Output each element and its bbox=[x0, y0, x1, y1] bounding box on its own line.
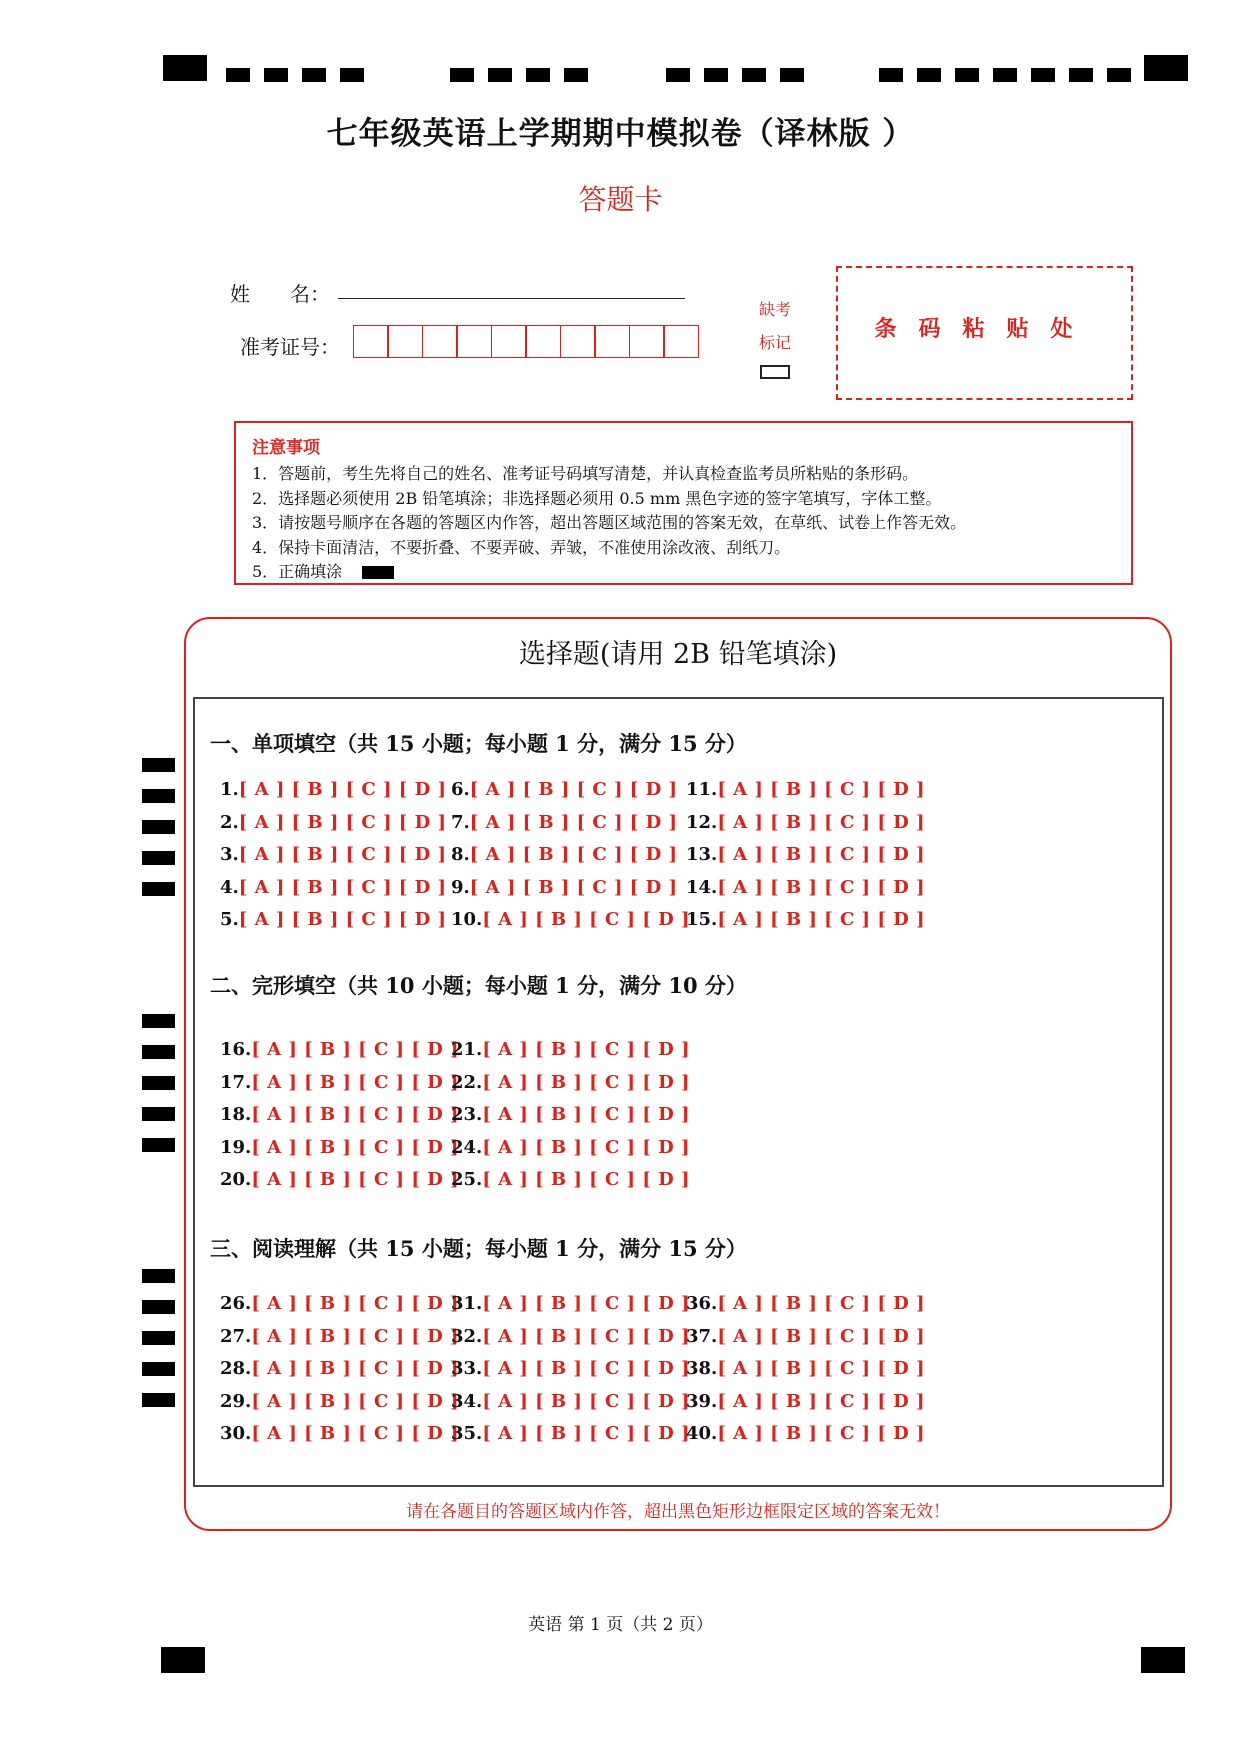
question-number: 1. bbox=[220, 779, 239, 800]
page-footer: 英语 第 1 页（共 2 页） bbox=[528, 1615, 713, 1635]
answer-bubbles[interactable]: [ A ] [ B ] [ C ] [ D ] bbox=[251, 1104, 460, 1126]
question-number: 22. bbox=[451, 1071, 483, 1093]
question-row bbox=[451, 1072, 690, 1093]
answer-bubbles[interactable]: [ A ] [ B ] [ C ] [ D ] bbox=[251, 1423, 460, 1445]
question-row bbox=[220, 877, 446, 898]
timing-mark bbox=[302, 68, 326, 82]
question-row bbox=[686, 1293, 925, 1314]
notes-item-4: 4．保持卡面清洁，不要折叠、不要弄破、弄皱，不准使用涂改液、刮纸刀。 bbox=[252, 537, 791, 557]
question-number: 15. bbox=[686, 909, 718, 931]
answer-bubbles[interactable]: [ A ] [ B ] [ C ] [ D ] bbox=[717, 1293, 926, 1314]
choice-section-title: 选择题(请用 2B 铅笔填涂) bbox=[518, 639, 838, 670]
question-row bbox=[220, 1039, 459, 1060]
question-number: 5. bbox=[220, 909, 239, 931]
question-row bbox=[451, 1358, 690, 1379]
absent-mark-label-2: 标记 bbox=[759, 333, 792, 352]
timing-mark bbox=[142, 1014, 175, 1028]
answer-bubbles[interactable]: [ A ] [ B ] [ C ] [ D ] bbox=[469, 876, 678, 898]
notes-box bbox=[234, 421, 1133, 585]
question-row bbox=[220, 1072, 459, 1093]
answer-bubbles[interactable]: [ A ] [ B ] [ C ] [ D ] bbox=[717, 779, 926, 800]
answer-bubbles[interactable]: [ A ] [ B ] [ C ] [ D ] bbox=[469, 811, 678, 833]
question-number: 17. bbox=[220, 1071, 252, 1093]
question-row bbox=[220, 1391, 459, 1412]
answer-bubbles[interactable]: [ A ] [ B ] [ C ] [ D ] bbox=[482, 1039, 691, 1060]
timing-mark bbox=[666, 68, 690, 82]
answer-area-warning: 请在各题目的答题区域内作答，超出黑色矩形边框限定区域的答案无效！ bbox=[406, 1502, 950, 1522]
answer-bubbles[interactable]: [ A ] [ B ] [ C ] [ D ] bbox=[482, 1293, 691, 1314]
answer-bubbles[interactable]: [ A ] [ B ] [ C ] [ D ] bbox=[717, 1325, 926, 1347]
question-number: 2. bbox=[220, 811, 239, 833]
question-number: 11. bbox=[686, 779, 718, 800]
section-title-1: 一、单项填空（共 15 小题；每小题 1 分，满分 15 分） bbox=[210, 731, 747, 756]
answer-bubbles[interactable]: [ A ] [ B ] [ C ] [ D ] bbox=[482, 1136, 691, 1158]
question-number: 13. bbox=[686, 844, 718, 866]
question-row bbox=[220, 1423, 459, 1444]
timing-mark bbox=[142, 1076, 175, 1090]
question-number: 25. bbox=[451, 1169, 483, 1191]
question-row bbox=[686, 1326, 925, 1347]
answer-bubbles[interactable]: [ A ] [ B ] [ C ] [ D ] bbox=[251, 1169, 460, 1191]
timing-mark bbox=[142, 882, 175, 896]
answer-bubbles[interactable]: [ A ] [ B ] [ C ] [ D ] bbox=[482, 1169, 691, 1191]
timing-mark bbox=[564, 68, 588, 82]
answer-bubbles[interactable]: [ A ] [ B ] [ C ] [ D ] bbox=[482, 1390, 691, 1412]
name-field[interactable] bbox=[338, 298, 685, 299]
question-row bbox=[451, 779, 677, 800]
question-number: 4. bbox=[220, 876, 239, 898]
question-number: 16. bbox=[220, 1039, 252, 1060]
question-number: 21. bbox=[451, 1039, 483, 1060]
barcode-label: 条码粘贴处 bbox=[874, 316, 1095, 342]
timing-mark bbox=[955, 68, 979, 82]
question-row bbox=[220, 1137, 459, 1158]
answer-bubbles[interactable]: [ A ] [ B ] [ C ] [ D ] bbox=[482, 909, 691, 931]
notes-item-5 bbox=[252, 560, 1115, 585]
timing-mark bbox=[917, 68, 941, 82]
timing-mark bbox=[142, 1331, 175, 1345]
answer-bubbles[interactable]: [ A ] [ B ] [ C ] [ D ] bbox=[238, 909, 447, 931]
question-number: 35. bbox=[451, 1423, 483, 1445]
question-row bbox=[220, 909, 446, 930]
notes-item-2: 2．选择题必须使用 2B 铅笔填涂；非选择题必须用 0.5 mm 黑色字迹的签字笔填写，字体工整。 bbox=[252, 488, 942, 508]
timing-mark bbox=[993, 68, 1017, 82]
exam-id-boxes[interactable] bbox=[354, 325, 699, 359]
correct-fill-example bbox=[362, 566, 394, 579]
question-number: 31. bbox=[451, 1293, 483, 1314]
exam-id-box[interactable] bbox=[387, 325, 423, 358]
question-number: 38. bbox=[686, 1358, 718, 1380]
timing-mark bbox=[704, 68, 728, 82]
question-number: 24. bbox=[451, 1136, 483, 1158]
answer-bubbles[interactable]: [ A ] [ B ] [ C ] [ D ] bbox=[238, 876, 447, 898]
question-number: 29. bbox=[220, 1390, 252, 1412]
exam-id-box[interactable] bbox=[525, 325, 561, 358]
answer-bubbles[interactable]: [ A ] [ B ] [ C ] [ D ] bbox=[482, 1423, 691, 1445]
notes-item-1: 1．答题前，考生先将自己的姓名、准考证号码填写清楚，并认真检查监考员所粘贴的条形码。 bbox=[252, 464, 919, 483]
question-number: 10. bbox=[451, 909, 483, 931]
timing-mark bbox=[142, 1138, 175, 1152]
answer-bubbles[interactable]: [ A ] [ B ] [ C ] [ D ] bbox=[717, 1358, 926, 1380]
question-number: 14. bbox=[686, 876, 718, 898]
answer-bubbles[interactable]: [ A ] [ B ] [ C ] [ D ] bbox=[482, 1325, 691, 1347]
question-number: 39. bbox=[686, 1390, 718, 1412]
answer-bubbles[interactable]: [ A ] [ B ] [ C ] [ D ] bbox=[251, 1039, 460, 1060]
answer-bubbles[interactable]: [ A ] [ B ] [ C ] [ D ] bbox=[717, 876, 926, 898]
corner-mark-top-right bbox=[1144, 55, 1188, 81]
name-label: 姓 名： bbox=[230, 282, 330, 306]
question-row bbox=[220, 1358, 459, 1379]
question-number: 28. bbox=[220, 1358, 252, 1380]
timing-mark bbox=[142, 1107, 175, 1121]
timing-mark bbox=[450, 68, 474, 82]
question-row bbox=[220, 1326, 459, 1347]
answer-bubbles[interactable]: [ A ] [ B ] [ C ] [ D ] bbox=[251, 1325, 460, 1347]
corner-mark-bottom-right bbox=[1141, 1647, 1185, 1673]
question-row bbox=[686, 1391, 925, 1412]
exam-id-box[interactable] bbox=[491, 325, 527, 358]
answer-bubbles[interactable]: [ A ] [ B ] [ C ] [ D ] bbox=[469, 779, 678, 800]
question-row bbox=[220, 844, 446, 865]
question-row bbox=[451, 877, 677, 898]
page-subtitle: 答题卡 bbox=[578, 183, 663, 216]
question-row bbox=[686, 1423, 925, 1444]
question-number: 32. bbox=[451, 1325, 483, 1347]
question-number: 36. bbox=[686, 1293, 718, 1314]
answer-bubbles[interactable]: [ A ] [ B ] [ C ] [ D ] bbox=[251, 1293, 460, 1314]
answer-bubbles[interactable]: [ A ] [ B ] [ C ] [ D ] bbox=[469, 844, 678, 866]
answer-bubbles[interactable]: [ A ] [ B ] [ C ] [ D ] bbox=[717, 811, 926, 833]
timing-mark bbox=[526, 68, 550, 82]
question-number: 20. bbox=[220, 1169, 252, 1191]
timing-mark bbox=[1107, 68, 1131, 82]
answer-bubbles[interactable]: [ A ] [ B ] [ C ] [ D ] bbox=[482, 1104, 691, 1126]
question-row bbox=[451, 1326, 690, 1347]
question-row bbox=[686, 877, 925, 898]
question-row bbox=[220, 812, 446, 833]
timing-mark bbox=[340, 68, 364, 82]
answer-bubbles[interactable]: [ A ] [ B ] [ C ] [ D ] bbox=[482, 1358, 691, 1380]
question-number: 27. bbox=[220, 1325, 252, 1347]
exam-id-box[interactable] bbox=[353, 325, 389, 358]
question-number: 30. bbox=[220, 1423, 252, 1445]
question-row bbox=[451, 1423, 690, 1444]
question-number: 26. bbox=[220, 1293, 252, 1314]
answer-bubbles[interactable]: [ A ] [ B ] [ C ] [ D ] bbox=[717, 1423, 926, 1445]
question-row bbox=[451, 1169, 690, 1190]
timing-mark bbox=[142, 1300, 175, 1314]
question-row bbox=[451, 909, 690, 930]
question-row bbox=[451, 812, 677, 833]
notes-title: 注意事项 bbox=[252, 438, 320, 458]
timing-mark bbox=[1031, 68, 1055, 82]
timing-mark bbox=[142, 851, 175, 865]
page-title: 七年级英语上学期期中模拟卷（译林版 ） bbox=[326, 116, 915, 152]
answer-bubbles[interactable]: [ A ] [ B ] [ C ] [ D ] bbox=[251, 1136, 460, 1158]
answer-bubbles[interactable]: [ A ] [ B ] [ C ] [ D ] bbox=[251, 1358, 460, 1380]
exam-id-box[interactable] bbox=[456, 325, 492, 358]
question-row bbox=[686, 1358, 925, 1379]
question-row bbox=[451, 1391, 690, 1412]
timing-mark bbox=[264, 68, 288, 82]
exam-id-box[interactable] bbox=[629, 325, 665, 358]
question-row bbox=[451, 1293, 690, 1314]
question-number: 12. bbox=[686, 811, 718, 833]
question-number: 18. bbox=[220, 1104, 252, 1126]
question-number: 6. bbox=[451, 779, 470, 800]
timing-mark bbox=[226, 68, 250, 82]
question-row bbox=[220, 1293, 459, 1314]
absent-mark-label-1: 缺考 bbox=[759, 300, 792, 319]
question-row bbox=[451, 1039, 690, 1060]
answer-bubbles[interactable]: [ A ] [ B ] [ C ] [ D ] bbox=[482, 1071, 691, 1093]
question-row bbox=[686, 909, 925, 930]
question-row bbox=[220, 1169, 459, 1190]
notes-item-3: 3．请按题号顺序在各题的答题区内作答，超出答题区域范围的答案无效，在草纸、试卷上作答无效。 bbox=[252, 513, 967, 532]
question-row bbox=[686, 812, 925, 833]
corner-mark-bottom-left bbox=[161, 1647, 205, 1673]
barcode-area bbox=[836, 266, 1133, 400]
exam-id-box[interactable] bbox=[594, 325, 630, 358]
timing-mark bbox=[142, 1045, 175, 1059]
timing-mark bbox=[879, 68, 903, 82]
section-title-2: 二、完形填空（共 10 小题；每小题 1 分，满分 10 分） bbox=[210, 973, 747, 998]
timing-mark bbox=[1069, 68, 1093, 82]
section-title-3: 三、阅读理解（共 15 小题；每小题 1 分，满分 15 分） bbox=[210, 1236, 747, 1261]
answer-bubbles[interactable]: [ A ] [ B ] [ C ] [ D ] bbox=[251, 1071, 460, 1093]
question-number: 3. bbox=[220, 844, 239, 866]
answer-bubbles[interactable]: [ A ] [ B ] [ C ] [ D ] bbox=[251, 1390, 460, 1412]
answer-bubbles[interactable]: [ A ] [ B ] [ C ] [ D ] bbox=[717, 844, 926, 866]
question-number: 34. bbox=[451, 1390, 483, 1412]
timing-mark bbox=[142, 1269, 175, 1283]
question-row bbox=[451, 1104, 690, 1125]
question-number: 40. bbox=[686, 1423, 718, 1445]
exam-id-box[interactable] bbox=[560, 325, 596, 358]
exam-id-box[interactable] bbox=[663, 325, 699, 358]
timing-mark bbox=[488, 68, 512, 82]
question-row bbox=[220, 1104, 459, 1125]
absent-mark-box[interactable] bbox=[760, 365, 790, 379]
question-number: 7. bbox=[451, 811, 470, 833]
timing-mark bbox=[780, 68, 804, 82]
timing-mark bbox=[142, 1393, 175, 1407]
question-number: 9. bbox=[451, 876, 470, 898]
answer-bubbles[interactable]: [ A ] [ B ] [ C ] [ D ] bbox=[717, 909, 926, 931]
timing-mark bbox=[142, 820, 175, 834]
answer-bubbles[interactable]: [ A ] [ B ] [ C ] [ D ] bbox=[238, 844, 447, 866]
corner-mark-top-left bbox=[163, 55, 207, 81]
question-number: 8. bbox=[451, 844, 470, 866]
timing-mark bbox=[142, 758, 175, 772]
question-row bbox=[686, 779, 925, 800]
answer-bubbles[interactable]: [ A ] [ B ] [ C ] [ D ] bbox=[238, 811, 447, 833]
timing-mark bbox=[142, 789, 175, 803]
question-number: 23. bbox=[451, 1104, 483, 1126]
question-row bbox=[451, 1137, 690, 1158]
answer-bubbles[interactable]: [ A ] [ B ] [ C ] [ D ] bbox=[717, 1390, 926, 1412]
question-number: 33. bbox=[451, 1358, 483, 1380]
question-row bbox=[686, 844, 925, 865]
exam-id-box[interactable] bbox=[422, 325, 458, 358]
question-row bbox=[220, 779, 446, 800]
question-row bbox=[451, 844, 677, 865]
timing-mark bbox=[142, 1362, 175, 1376]
exam-id-label: 准考证号： bbox=[240, 335, 340, 359]
timing-mark bbox=[742, 68, 766, 82]
answer-bubbles[interactable]: [ A ] [ B ] [ C ] [ D ] bbox=[238, 779, 447, 800]
question-number: 37. bbox=[686, 1325, 718, 1347]
question-number: 19. bbox=[220, 1136, 252, 1158]
notes-item-5-text: 5．正确填涂 bbox=[252, 562, 343, 581]
